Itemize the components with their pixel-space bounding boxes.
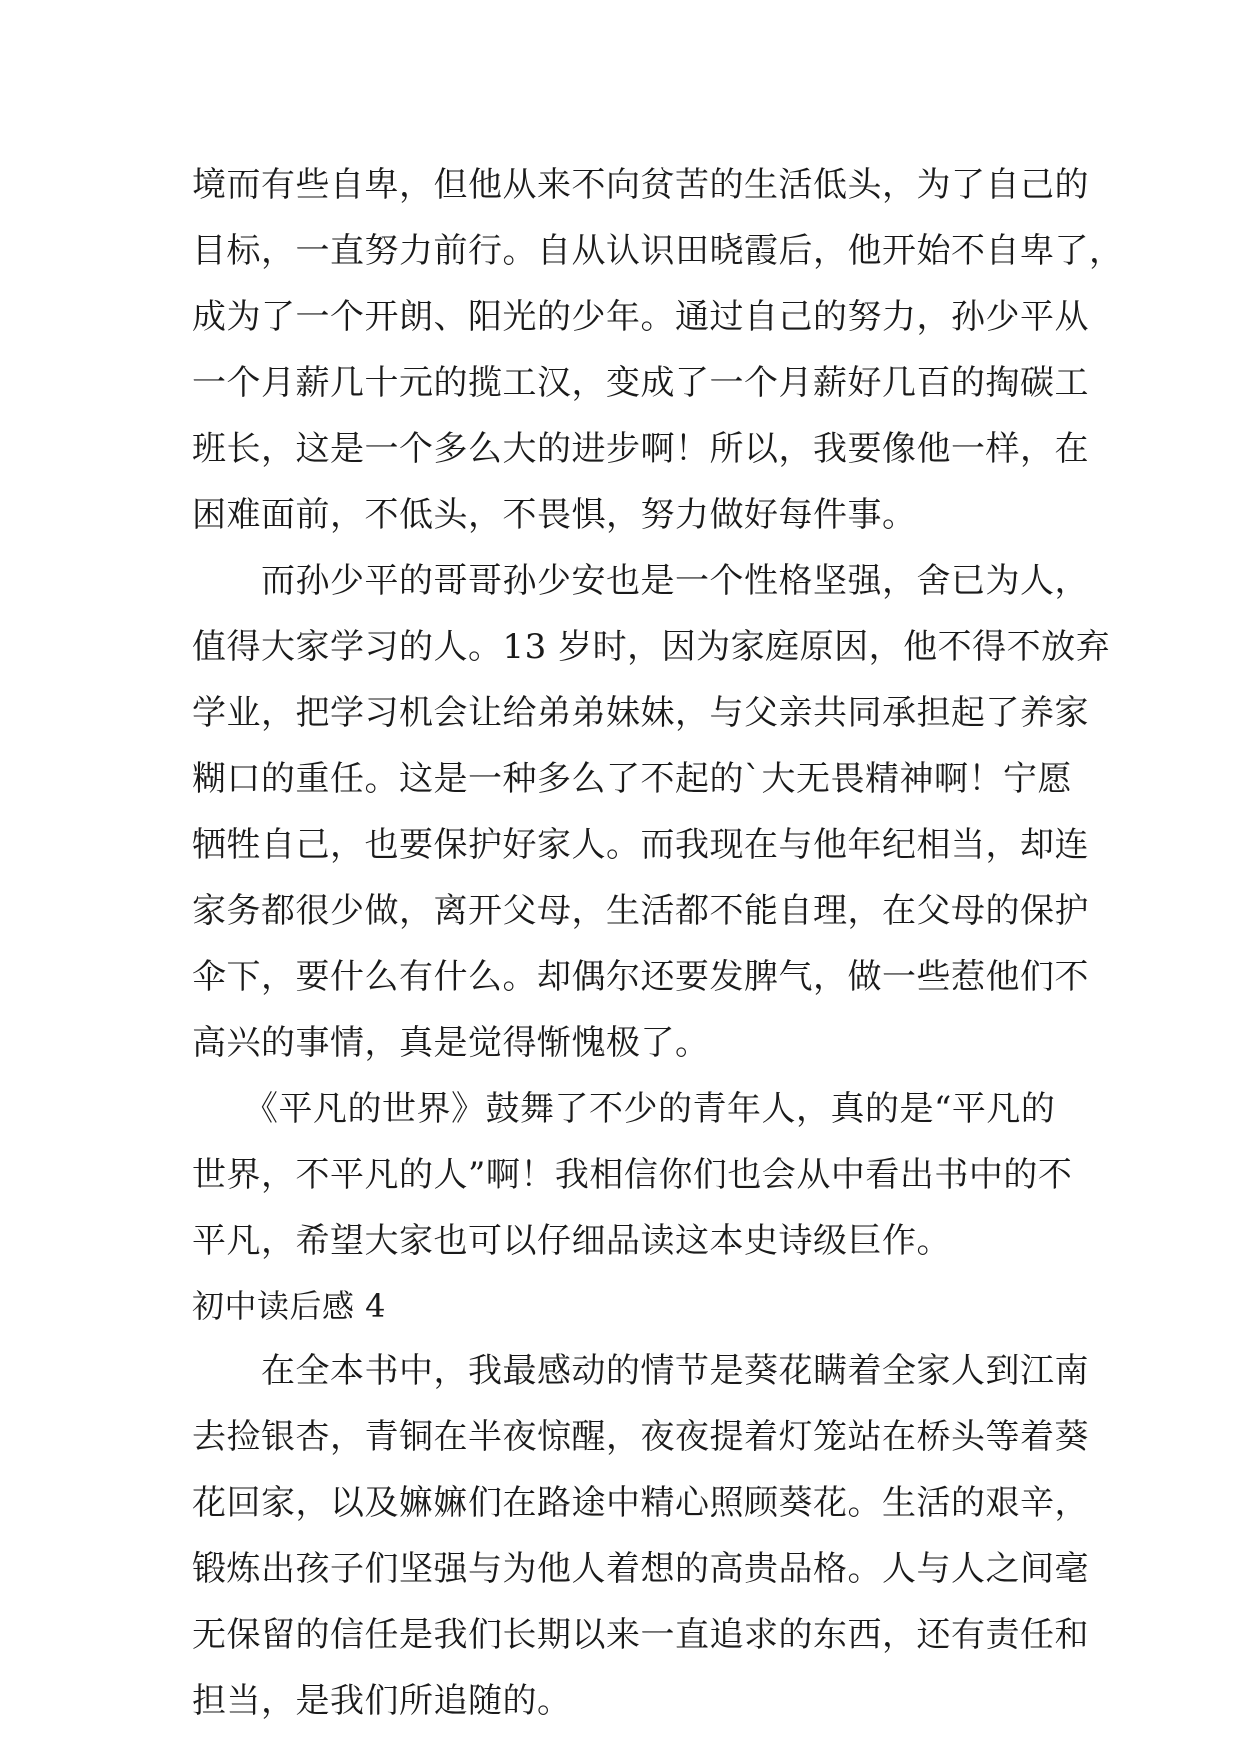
text-line: 班长，这是一个多么大的进步啊！所以，我要像他一样，在 bbox=[192, 429, 1089, 469]
text-line: 困难面前，不低头，不畏惧，努力做好每件事。 bbox=[192, 495, 917, 535]
text-line: 一个月薪几十元的揽工汉，变成了一个月薪好几百的掏碳工 bbox=[192, 363, 1089, 403]
text-line: 锻炼出孩子们坚强与为他人着想的高贵品格。人与人之间毫 bbox=[192, 1549, 1089, 1589]
text-line: 家务都很少做，离开父母，生活都不能自理，在父母的保护 bbox=[192, 891, 1089, 931]
text-line: 而孙少平的哥哥孙少安也是一个性格坚强，舍已为人， bbox=[192, 561, 1089, 601]
text-line: 在全本书中，我最感动的情节是葵花瞒着全家人到江南 bbox=[192, 1351, 1089, 1391]
text-line: 平凡，希望大家也可以仔细品读这本史诗级巨作。 bbox=[192, 1221, 951, 1261]
text-line: 糊口的重任。这是一种多么了不起的`大无畏精神啊！宁愿 bbox=[192, 759, 1072, 799]
text-line: 无保留的信任是我们长期以来一直追求的东西，还有责任和 bbox=[192, 1615, 1089, 1655]
text-line: 高兴的事情，真是觉得惭愧极了。 bbox=[192, 1023, 710, 1063]
text-line: 学业，把学习机会让给弟弟妹妹，与父亲共同承担起了养家 bbox=[192, 693, 1089, 733]
text-line: 成为了一个开朗、阳光的少年。通过自己的努力，孙少平从 bbox=[192, 297, 1089, 337]
text-line: 境而有些自卑，但他从来不向贫苦的生活低头，为了自己的 bbox=[192, 165, 1089, 205]
text-line: 担当，是我们所追随的。 bbox=[192, 1681, 572, 1721]
document-body bbox=[192, 152, 1124, 1734]
section-heading: 初中读后感 4 bbox=[192, 1287, 387, 1325]
text-line: 值得大家学习的人。13 岁时，因为家庭原因，他不得不放弃 bbox=[192, 627, 1111, 667]
text-line: 目标，一直努力前行。自从认识田晓霞后，他开始不自卑了， bbox=[192, 231, 1124, 271]
text-line: 去捡银杏，青铜在半夜惊醒，夜夜提着灯笼站在桥头等着葵 bbox=[192, 1417, 1089, 1457]
text-line: 《平凡的世界》鼓舞了不少的青年人，真的是“平凡的 bbox=[192, 1089, 1056, 1129]
text-line: 牺牲自己，也要保护好家人。而我现在与他年纪相当，却连 bbox=[192, 825, 1089, 865]
text-line: 世界，不平凡的人”啊！我相信你们也会从中看出书中的不 bbox=[192, 1155, 1073, 1195]
text-line: 花回家，以及嫲嫲们在路途中精心照顾葵花。生活的艰辛， bbox=[192, 1483, 1089, 1523]
text-line: 伞下，要什么有什么。却偶尔还要发脾气，做一些惹他们不 bbox=[192, 957, 1089, 997]
